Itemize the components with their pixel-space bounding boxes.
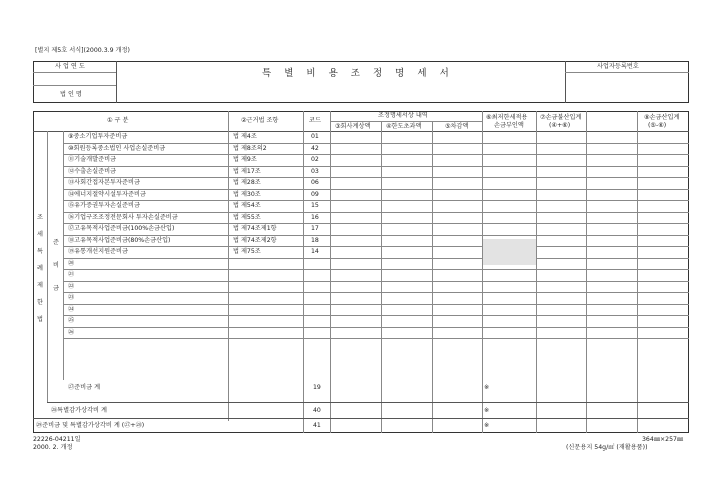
blank-row-marker: ㉑: [68, 271, 75, 278]
col-reduction: ⑤차감액: [445, 123, 469, 130]
col-min-tax-1: ⑥최저한세적용: [486, 114, 528, 121]
row-law: 법 제75조: [233, 248, 261, 255]
col-nondeduct-2: (④+⑥): [549, 122, 571, 129]
divider: [536, 111, 537, 433]
divider: [586, 111, 587, 433]
row-law: 법 제54조: [233, 202, 261, 209]
divider: [565, 61, 566, 103]
footer-form-no: 22226-04211일: [33, 436, 81, 443]
row-code: 14: [311, 248, 319, 255]
row-code: 15: [311, 202, 319, 209]
row-law: 법 제30조: [233, 190, 261, 198]
row-divider: [63, 223, 689, 224]
col-adjust-group: 조정명세서상 내역: [378, 112, 428, 119]
row-name: ⑮유가증권투자손실준비금: [68, 202, 140, 209]
divider: [482, 111, 483, 433]
divider: [47, 402, 689, 403]
business-year-label: 사 업 연 도: [55, 63, 85, 70]
blank-row-marker: ㉔: [68, 305, 75, 313]
row-name: ⑫수출손실준비금: [68, 167, 117, 175]
divider: [116, 61, 117, 103]
row-divider: [63, 281, 689, 282]
row-name: ⑭에너지절약시설투자준비금: [68, 190, 146, 198]
divider: [47, 131, 48, 403]
divider: [33, 72, 116, 73]
divider: [381, 121, 382, 433]
blank-row-marker: ㉓: [68, 294, 75, 301]
blank-row-marker: ㉒: [68, 282, 75, 290]
row-divider: [63, 154, 689, 155]
row-divider: [63, 338, 689, 339]
special-dep-mark: ※: [484, 407, 490, 414]
special-dep-label: ㉘특별감가상각비 계: [51, 407, 107, 414]
blank-row-marker: ㉖: [68, 328, 75, 336]
row-law: 법 제4조: [233, 133, 257, 140]
row-code: 17: [311, 225, 319, 232]
divider: [565, 72, 689, 73]
divider: [303, 111, 304, 433]
row-divider: [63, 189, 689, 190]
side-char-reserve: 금: [53, 285, 59, 292]
col-nondeduct-1: ⑦손금불산입계: [540, 114, 582, 121]
col-law: ②근거법 조항: [241, 117, 279, 124]
grand-total-code: 41: [313, 422, 321, 429]
row-name: ⑪기술개발준비금: [68, 156, 117, 163]
row-name: ⑲유통개선지원준비금: [68, 248, 128, 255]
col-code: 코드: [309, 117, 321, 124]
row-divider: [63, 327, 689, 328]
row-name: ⑩회원등록중소법인 사업손실준비금: [68, 144, 166, 152]
row-code: 16: [311, 213, 319, 221]
row-name: ⑯기업구조조정전문회사 투자손실준비금: [68, 213, 178, 221]
footer-paper-spec: (신문용지 54g/㎡ (재활용품)): [566, 444, 648, 451]
row-divider: [63, 166, 689, 167]
footer-revision: 2000. 2. 개정: [33, 444, 73, 451]
side-char-reserve: 비: [53, 262, 59, 269]
divider: [330, 121, 482, 122]
row-divider: [63, 143, 689, 144]
grand-total-label: ㉙준비금 및 특별감가상각비 계 (㉗+㉘): [36, 422, 145, 429]
row-law: 법 제74조제2항: [233, 236, 277, 244]
row-divider: [63, 315, 689, 316]
col-deduct-1: ⑧손금산입계: [644, 114, 680, 121]
side-char-tax: 제: [37, 282, 43, 289]
row-divider: [63, 269, 689, 270]
col-company-amount: ③회사계상액: [335, 123, 371, 130]
row-divider: [63, 258, 689, 259]
biz-reg-no-label: 사업자등록번호: [597, 63, 639, 70]
row-law: 법 제28조: [233, 179, 261, 186]
corp-name-label: 법 인 명: [60, 91, 82, 98]
divider: [33, 418, 689, 419]
side-char-tax: 특: [37, 248, 43, 255]
divider: [637, 111, 638, 433]
form-label: [별지 제5호 서식](2000.3.9 개정): [35, 47, 130, 54]
page-title: 특 별 비 용 조 정 명 세 서: [262, 68, 454, 79]
row-divider: [63, 177, 689, 178]
row-law: 법 제55조: [233, 213, 261, 221]
row-name: ⑰고유목적사업준비금(100%손금산입): [68, 225, 175, 232]
row-name: ⑱고유목적사업준비금(80%손금산입): [68, 236, 171, 244]
row-code: 03: [311, 167, 319, 175]
grand-total-mark: ※: [484, 422, 490, 429]
main-table: [33, 111, 689, 433]
divider: [33, 85, 116, 86]
blank-row-marker: ⑳: [68, 259, 75, 267]
blank-row-marker: ㉕: [68, 317, 75, 324]
reserve-total-mark: ※: [484, 384, 490, 391]
row-law: 법 제8조의2: [233, 144, 267, 152]
row-law: 법 제17조: [233, 167, 261, 175]
divider: [330, 111, 331, 433]
footer-paper-size: 364㎜×257㎜: [642, 436, 684, 443]
divider: [63, 131, 64, 380]
col-limit-excess: ④한도초과액: [386, 123, 422, 130]
row-code: 01: [311, 133, 319, 140]
row-law: 법 제9조: [233, 156, 257, 163]
row-name: ⑨중소기업투자준비금: [68, 133, 128, 140]
reserve-total-code: 19: [313, 384, 321, 391]
side-char-tax: 조: [37, 214, 43, 221]
special-dep-code: 40: [313, 407, 321, 414]
reserve-total-label: ㉗준비금 계: [68, 384, 101, 391]
col-min-tax-2: 손금부인액: [494, 122, 524, 129]
row-divider: [63, 212, 689, 213]
divider: [228, 111, 229, 421]
row-code: 06: [311, 179, 319, 186]
row-code: 02: [311, 156, 319, 163]
row-name: ⑬사회간접자본투자준비금: [68, 179, 140, 186]
col-division: ① 구 분: [107, 117, 129, 124]
row-divider: [63, 200, 689, 201]
row-divider: [63, 304, 689, 305]
side-char-tax: 한: [37, 299, 43, 306]
divider: [33, 131, 689, 132]
side-char-tax: 세: [37, 231, 43, 238]
row-code: 18: [311, 236, 319, 244]
row-divider: [63, 292, 689, 293]
row-code: 42: [311, 144, 319, 152]
row-law: 법 제74조제1항: [233, 225, 277, 232]
row-code: 09: [311, 190, 319, 198]
row-divider: [63, 235, 689, 236]
divider: [432, 121, 433, 433]
side-char-tax: 례: [37, 265, 43, 272]
side-char-tax: 법: [37, 316, 43, 323]
row-divider: [63, 246, 689, 247]
shaded-cell: [483, 239, 536, 265]
side-char-reserve: 준: [53, 239, 59, 246]
col-deduct-2: (⑤-⑥): [648, 122, 667, 129]
